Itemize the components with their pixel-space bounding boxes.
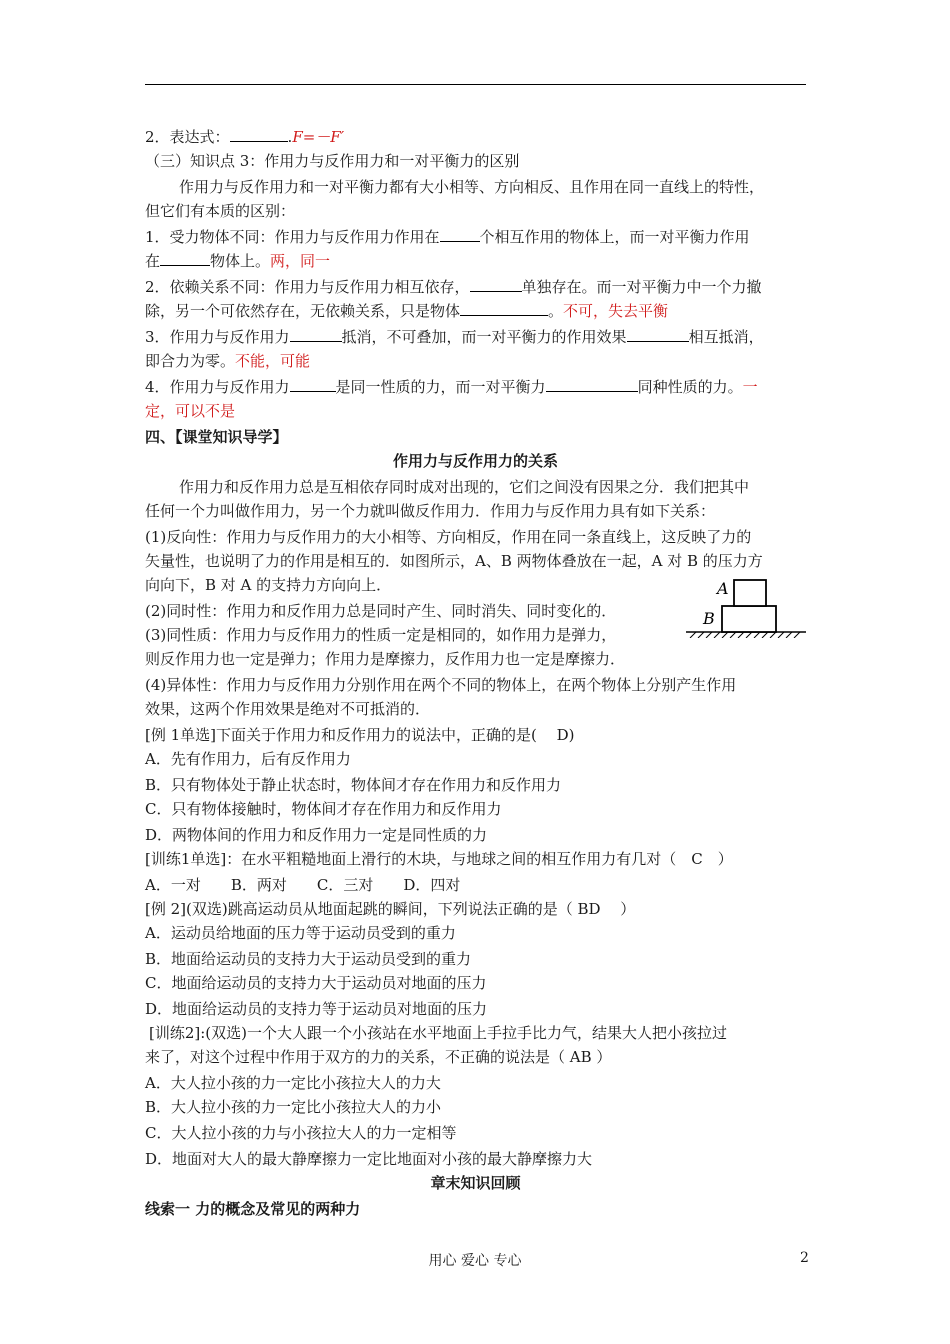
option-c: C．只有物体接触时，物体间才存在作用力和反作用力	[145, 800, 502, 818]
expression-label: 2．表达式：	[145, 128, 230, 146]
text-span: 2．依赖关系不同：作用力与反作用力相互依存，	[145, 278, 470, 296]
item-3-cont	[145, 350, 815, 372]
paragraph-line: 向向下，B 对 A 的支持力方向向上．	[145, 576, 392, 594]
answer-blank	[290, 327, 342, 342]
text-span: 4．作用力与反作用力	[145, 378, 290, 396]
paragraph-line: (3)同性质：作用力与反作用力的性质一定是相同的，如作用力是弹力，	[145, 626, 617, 644]
answer-blank	[546, 377, 638, 392]
answer-blank	[440, 227, 480, 242]
item-4-answer-cont: 定，可以不是	[145, 402, 236, 420]
text-span: 在	[145, 252, 161, 270]
option-a: A．大人拉小孩的力一定比小孩拉大人的力大	[145, 1074, 441, 1092]
paragraph-line: (4)异体性：作用力与反作用力分别作用在两个不同的物体上，在两个物体上分别产生作用	[145, 676, 737, 694]
option-d: D．两物体间的作用力和反作用力一定是同性质的力	[145, 826, 488, 844]
option-d: D．地面对大人的最大静摩擦力一定比地面对小孩的最大静摩擦力大	[145, 1150, 593, 1168]
stacked-blocks-figure	[686, 574, 808, 638]
option-b: B．只有物体处于静止状态时，物体间才存在作用力和反作用力	[145, 776, 562, 794]
paragraph-line: 效果，这两个作用效果是绝对不可抵消的．	[145, 700, 431, 718]
header-rule	[145, 84, 806, 85]
example-1-question: [例 1单选]下面关于作用力和反作用力的说法中，正确的是( D)	[145, 726, 575, 744]
footer-text: 用心 爱心 专心	[428, 1253, 522, 1269]
item-2-line	[145, 276, 815, 298]
text-span: 物体上。	[210, 252, 271, 270]
answer-blank	[627, 327, 689, 342]
answer-text: 不可，失去平衡	[563, 302, 669, 320]
text-span: 除，另一个可依然存在，无依赖关系，只是物体	[145, 302, 461, 320]
option-a: A．运动员给地面的压力等于运动员受到的重力	[145, 924, 456, 942]
text-span: 个相互作用的物体上，而一对平衡力作用	[479, 228, 750, 246]
text-span: 即合力为零。	[145, 352, 236, 370]
item-1-cont	[145, 250, 815, 272]
paragraph-line: 任何一个力叫做作用力，另一个力就叫做反作用力．作用力与反作用力具有如下关系：	[145, 502, 716, 520]
expression-line: 2．表达式： .F=－F′	[145, 128, 345, 146]
answer-blank	[230, 127, 288, 142]
answer-blank	[470, 277, 522, 292]
option-b: B．大人拉小孩的力一定比小孩拉大人的力小	[145, 1098, 442, 1116]
paragraph-line: (2)同时性：作用力和反作用力总是同时产生、同时消失、同时变化的．	[145, 602, 617, 620]
answer-blank	[160, 251, 210, 266]
text-span: 相互抵消，	[688, 328, 764, 346]
paragraph-line: 但它们有本质的区别：	[145, 202, 296, 220]
option-c: C．地面给运动员的支持力大于运动员对地面的压力	[145, 974, 487, 992]
text-span: 单独存在。而一对平衡力中一个力撤	[521, 278, 762, 296]
text-span: 同种性质的力。	[637, 378, 743, 396]
expression-answer: F=－F′	[292, 128, 345, 146]
item-4-line	[145, 376, 815, 398]
text-span: 。	[548, 302, 564, 320]
block-a	[734, 580, 766, 606]
option-d: D．地面给运动员的支持力等于运动员对地面的压力	[145, 1000, 488, 1018]
page-number: 2	[800, 1250, 809, 1266]
text-span: 1．受力物体不同：作用力与反作用力作用在	[145, 228, 440, 246]
item-2-cont	[145, 300, 815, 322]
answer-text: 不能，可能	[235, 352, 311, 370]
answer-text: 两，同一	[270, 252, 331, 270]
training-2-question-cont: 来了，对这个过程中作用于双方的力的关系，不正确的说法是（ AB ）	[145, 1048, 612, 1066]
training-1-question: [训练1单选]：在水平粗糙地面上滑行的木块，与地球之间的相互作用力有几对（ C ）	[145, 850, 733, 868]
answer-blank	[290, 377, 336, 392]
option-a: A．先有作用力，后有反作用力	[145, 750, 351, 768]
paragraph-line: (1)反向性：作用力与反作用力的大小相等、方向相反，作用在同一条直线上，这反映了力的	[145, 528, 752, 546]
option-c: C．大人拉小孩的力与小孩拉大人的力一定相等	[145, 1124, 457, 1142]
section-heading: 四、【课堂知识导学】	[145, 428, 288, 446]
paragraph-line: 矢量性，也说明了力的作用是相互的．如图所示，A、B 两物体叠放在一起，A 对 B 的压力方	[145, 552, 763, 570]
answer-blank	[460, 301, 548, 316]
option-b: B．地面给运动员的支持力大于运动员受到的重力	[145, 950, 472, 968]
block-b	[722, 606, 776, 632]
clue-heading: 线索一 力的概念及常见的两种力	[145, 1200, 361, 1218]
training-1-options: A．一对 B．两对 C．三对 D．四对	[145, 876, 461, 894]
answer-text: 一	[742, 378, 758, 396]
subsection-title: 作用力与反作用力的关系	[392, 452, 558, 470]
training-2-question: [训练2]:(双选)一个大人跟一个小孩站在水平地面上手拉手比力气，结果大人把小孩拉过	[149, 1024, 728, 1042]
item-1-line	[145, 226, 815, 248]
example-2-question: [例 2](双选)跳高运动员从地面起跳的瞬间，下列说法正确的是（ BD ）	[145, 900, 636, 918]
paragraph-line: 作用力和反作用力总是互相依存同时成对出现的，它们之间没有因果之分．我们把其中	[179, 478, 750, 496]
text-span: 3．作用力与反作用力	[145, 328, 290, 346]
label-b: B	[703, 609, 715, 628]
paragraph-line: 作用力与反作用力和一对平衡力都有大小相等、方向相反、且作用在同一直线上的特性，	[179, 178, 765, 196]
knowledge-point-heading: （三）知识点 3：作用力与反作用力和一对平衡力的区别	[145, 152, 520, 170]
text-span: 是同一性质的力，而一对平衡力	[335, 378, 546, 396]
chapter-review-title: 章末知识回顾	[430, 1174, 521, 1192]
paragraph-line: 则反作用力也一定是弹力；作用力是摩擦力，反作用力也一定是摩擦力．	[145, 650, 626, 668]
item-3-line	[145, 326, 815, 348]
text-span: 抵消，不可叠加，而一对平衡力的作用效果	[341, 328, 627, 346]
label-a: A	[717, 579, 729, 598]
